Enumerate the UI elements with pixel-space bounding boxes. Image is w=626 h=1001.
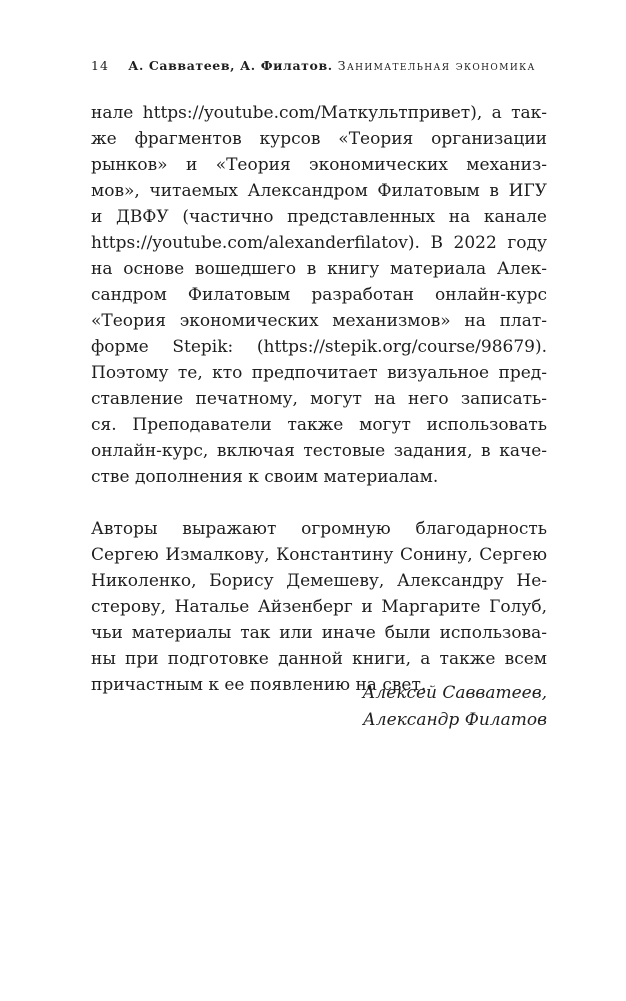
text-line: Поэтому те, кто предпочитает визуальное пред- [91, 363, 547, 383]
text-line: стве дополнения к своим материалам. [91, 467, 439, 487]
text-line: причастным к ее появлению на свет. [91, 675, 427, 695]
text-line: Авторы выражают огромную благодарность [91, 519, 547, 539]
text-line: сандром Филатовым разработан онлайн-курс [91, 285, 547, 305]
authors-signature [91, 680, 547, 734]
text-line: Сергею Измалкову, Константину Сонину, Сергею [91, 545, 547, 565]
text-line: чьи материалы так или иначе были использова- [91, 623, 547, 643]
text-line: ставление печатному, могут на него записать- [91, 389, 547, 409]
text-line: рынков» и «Теория экономических механиз- [91, 155, 547, 175]
text-line: и ДВФУ (частично представленных на канале [91, 207, 547, 227]
text-line: ны при подготовке данной книги, а также всем [91, 649, 547, 669]
running-header [91, 58, 551, 74]
signature-author-1: Алексей Савватеев, [362, 683, 547, 703]
paragraph-acknowledgements [91, 516, 547, 698]
text-line: https://youtube.com/alexanderfilatov). В 2022 году [91, 233, 547, 253]
page-number: 14 [91, 58, 110, 73]
header-authors: А. Савватеев, А. Филатов. [128, 58, 333, 73]
header-book-title: Занимательная экономика [337, 58, 536, 73]
text-line: же фрагментов курсов «Теория организации [91, 129, 547, 149]
text-line: онлайн-курс, включая тестовые задания, в каче- [91, 441, 547, 461]
text-line: форме Stepik: (https://stepik.org/course/98679). [91, 337, 547, 357]
text-line: на основе вошедшего в книгу материала Алек- [91, 259, 547, 279]
text-line: стерову, Наталье Айзенберг и Маргарите Голуб, [91, 597, 547, 617]
text-line: ся. Преподаватели также могут использовать [91, 415, 547, 435]
text-line: мов», читаемых Александром Филатовым в ИГУ [91, 181, 547, 201]
paragraph-course-info [91, 100, 547, 490]
paragraph-spacer [91, 490, 547, 516]
text-line: «Теория экономических механизмов» на плат- [91, 311, 547, 331]
signature-author-2: Александр Филатов [362, 710, 547, 730]
text-line: Николенко, Борису Демешеву, Александру Не- [91, 571, 547, 591]
body-text [91, 100, 547, 698]
text-line: нале https://youtube.com/Маткультпривет), а так- [91, 103, 547, 123]
